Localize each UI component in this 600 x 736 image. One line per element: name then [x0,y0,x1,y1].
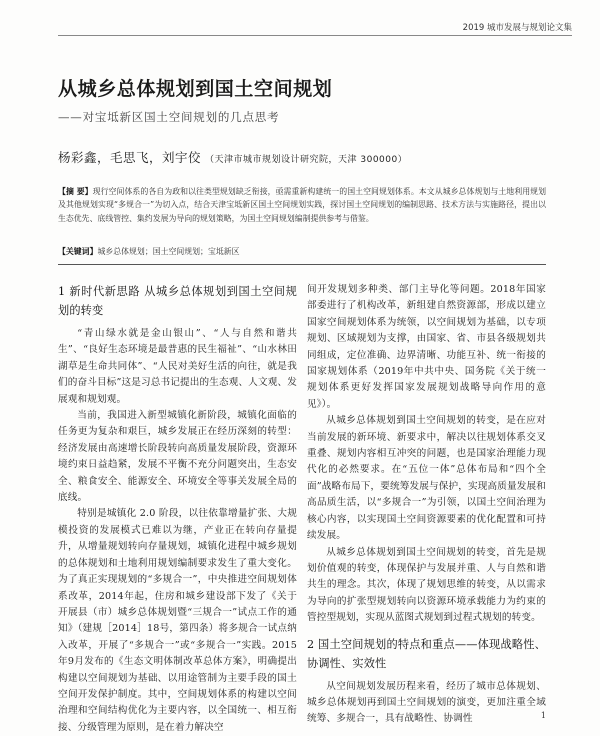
keywords [58,246,546,257]
paragraph: 从城乡总体规划到国土空间规划的转变，首先是规划价值观的转变，体现保护与发展并重、人与自然和谐共生的理念。其次，体现了规划思维的转变，从以需求为导向的扩张型规划转向以资源环境承载能力为约束的管控型规划，实现从蓝图式规划到过程式规划的转变。 [307,546,546,624]
abstract-text: 现行空间体系的各自为政和以往类型规划缺乏衔接，亟需重新构建统一的国土空间规划体系。本文从城乡总体规划与土地利用规划及其他规划实现“多规合一”为切入点，结合天津宝坻新区国土空间规划实践，探讨国土空间规划的编制思路、技术方法与实施路径，提出以生态优先、底线管控、集约发展为导向的规划策略，为国土空间规划编制提供参考与借鉴。 [58,187,546,223]
paragraph: 间开发规划多种类、部门主导化等问题。2018年国家部委进行了机构改革，新组建自然资源部，形成以建立国家空间规划体系为统领，以空间规划为基础，以专项规划、区域规划为支撑，由国家、省、市县各级规划共同组成，定位准确、边界清晰、功能互补、统一衔接的国家规划体系（2019年中共中央、国务院《关于统一规划体系更好发挥国家发展规划战略导向作用的意见》）。 [307,284,546,410]
keywords-label: 【关键词】 [58,247,98,256]
section-1-heading: 1 新时代新思路 从城乡总体规划到国土空间规划的转变 [58,285,297,317]
affiliation: （天津市城市规划设计研究院，天津 300000） [205,155,408,165]
keywords-text: 城乡总体规划；国土空间规划；宝坻新区 [97,247,240,256]
paragraph: 特别是城镇化 2.0 阶段，以往依靠增量扩张、大规模投资的发展模式已难以为继，产业正在转向存量提升，从增量规划转向存量规划，城镇化进程中城乡规划的总体规划和土地利用规划编制要求发生了重大变化。为了真正实现规划的“多规合一”，中央推进空间规划体系改革，2014年起，住房和城乡建设部下发了《关于开展县（市）城乡总体规划暨“三规合一”试点工作的通知》（建规［2014］18号，第四条）将多规合一试点纳入改革，开展了“多规合一”或“多规合一”实践。2015年9月发布的《生态文明体制改革总体方案》，明确提出构建以空间规划为基础、以用途管制为主要手段的国土空间开发保护制度。其中，空间规划体系的构建以空间治理和空间结构优化为主要内容，以全国统一、相互衔接、分级管理为原则，是在着力解决空 [58,508,297,733]
paragraph: “青山绿水就是金山银山”、“人与自然和谐共生”、“良好生态环境是最普惠的民生福祉”、“山水林田湖草是生命共同体”、“人民对美好生活的向往，就是我们的奋斗目标”这是习总书记提出的生态观、人文观、发展观和规划观。 [58,328,297,405]
abstract [58,185,546,225]
section-2-heading: 2 国土空间规划的特点和重点——体现战略性、协调性、实效性 [307,637,546,670]
abstract-label: 【摘 要】 [58,187,93,196]
page-number: 1 [540,711,546,720]
running-head: 2019 城市发展与规划论文集 [462,23,572,33]
authors [58,148,407,166]
paragraph: 从城乡总体规划到国土空间规划的转变，是在应对当前发展的新环境、新要求中，解决以往规划体系交叉重叠、规划内容相互冲突的问题，也是国家治理能力现代化的必然要求。在“五位一体”总体布局和“四个全面”战略布局下，要统筹发展与保护，实现高质量发展和高品质生活，以“多规合一”为引领，以国土空间治理为核心内容，以实现国土空间资源要素的优化配置和可持续发展。 [307,415,546,542]
left-column [58,282,297,733]
header-rule [58,35,572,36]
author-names: 杨彩鑫，毛思飞，刘宇佼 [58,150,202,165]
subtitle: ——对宝坻新区国土空间规划的几点思考 [58,110,280,124]
right-column [307,282,546,725]
paragraph: 当前，我国进入新型城镇化新阶段，城镇化面临的任务更为复杂和艰巨，城乡发展正在经历深刻的转型：经济发展由高速增长阶段转向高质量发展阶段，资源环境约束日益趋紧，发展不平衡不充分问题突出，生态安全、粮食安全、能源安全、环境安全等事关发展全局的底线。 [58,410,297,504]
paragraph: 从空间规划发展历程来看，经历了城市总体规划、城乡总体规划再到国土空间规划的演变，更加注重全域统筹、多规合一，具有战略性、协调性 [307,680,546,725]
page-title: 从城乡总体规划到国土空间规划 [58,78,333,100]
abstract-rule [58,264,546,265]
